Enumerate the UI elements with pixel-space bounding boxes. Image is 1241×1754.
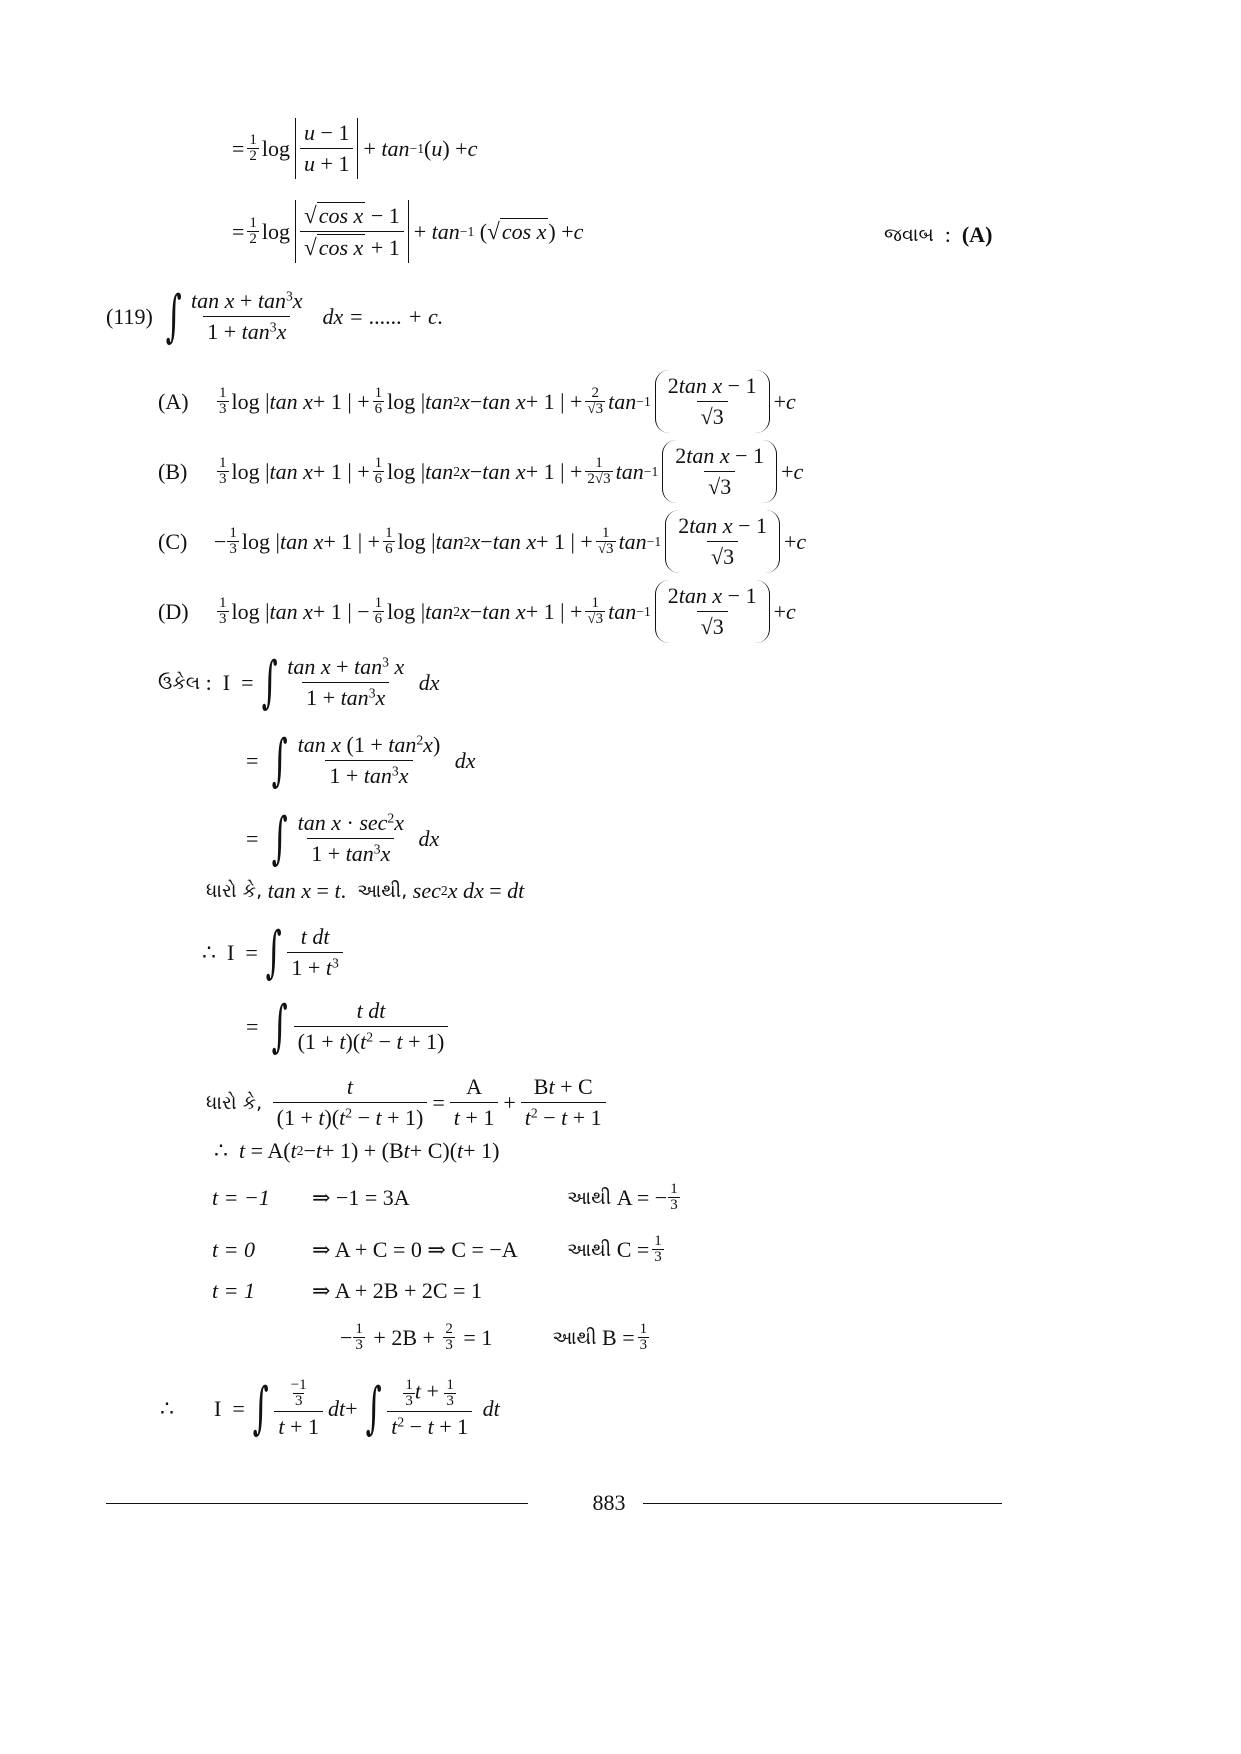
solution-final-line: ∴ I = ∫ $\frac{-1}{3}$ t + 1 dt + ∫ $\frac{1}{3}$ t + $\frac{1}{3}$ $t^2 - t + 1$ dt: [160, 1376, 500, 1441]
prev-answer: જવાબ : (A): [884, 222, 993, 247]
page-number: 883: [575, 1490, 643, 1516]
footer-rule-left: [106, 1503, 528, 1504]
option-c: (C) − 1 3 log | tan x + 1 | + 1 6 log | tan 2 x − tan x + 1 | + 1 √3 tan −1 2tan x − 1 √3 + c: [158, 510, 806, 573]
option-d: (D) 1 3 log | tan x + 1 | − 1 6 log | tan 2 x − tan x + 1 | + 1 √3 tan −1 2tan x − 1 √3 + c: [158, 580, 796, 643]
option-a: (A) 1 3 log | tan x + 1 | + 1 6 log | tan 2 x − tan x + 1 | + 2 √3 tan −1 2tan x − 1 √3 + c: [158, 370, 796, 433]
option-b: (B) 1 3 log | tan x + 1 | + 1 6 log | tan 2 x − tan x + 1 | + 1 2√3 tan −1 2tan x − 1 √3 + c: [158, 440, 803, 503]
identity-line: ∴ t = A( t 2 − t + 1) + (B t + C)( t + 1): [214, 1138, 500, 1163]
solution-line-5: = ∫ t dt $(1 + t)(t^2 - t + 1)$: [246, 998, 453, 1055]
solution-line-4: ∴ I = ∫ t dt $1 + t^3$: [202, 924, 348, 981]
case-row-3: t = 1 ⇒ A + 2B + 2C = 1: [212, 1278, 482, 1303]
case-row-2: t = 0 ⇒ A + C = 0 ⇒ C = −A આથી C = $\frac{1}{3}$: [212, 1233, 662, 1265]
question-119: (119) ∫ $\tan x + \tan^3x$ $1 + \tan^3x$ dx = ...... + c.: [106, 283, 444, 349]
solution-heading: ઉકેલ: [158, 671, 201, 694]
solution-line-1: ઉકેલ : I = ∫ $\tan x + \tan^3 x$ $1 + \tan^3x$ dx: [158, 649, 440, 715]
case-row-1: t = −1 ⇒ −1 = 3A આથી A = − $\frac{1}{3}$: [212, 1181, 678, 1213]
case-row-4: − 1 3 + 2B + 2 3 = 1 આથી B = $\frac{1}{3}$: [340, 1321, 648, 1353]
solution-line-3: = ∫ $\tan x \cdot \sec^2x$ $1 + \tan^3x$ dx: [246, 805, 440, 871]
solution-line-2: = ∫ tan x $(1 + \tan^2x)$ $1 + \tan^3x$ dx: [246, 727, 476, 793]
substitution-line: ધારો કે, tan x = t . આથી, sec 2 x dx = dt: [206, 878, 525, 903]
prev-step-2: = 1 2 log √ cos x − 1 √ cos x + 1 + tan −1 ( √ cos x ) + c: [232, 200, 583, 263]
answer-value: (A): [961, 222, 993, 247]
answer-label: જવાબ: [884, 224, 934, 246]
footer-rule-right: [580, 1503, 1002, 1504]
prev-step-1: = 1 2 log u − 1 u + 1 + tan −1 ( u ) + c: [232, 118, 477, 179]
question-number: (119): [106, 303, 153, 329]
question-rhs: dx = ...... + c.: [322, 303, 444, 329]
partial-fraction-line: ધારો કે, t $(1 + t)(t^2 - t + 1)$ = A t + 1 + Bt + C $t^2 - t + 1$: [206, 1074, 611, 1131]
